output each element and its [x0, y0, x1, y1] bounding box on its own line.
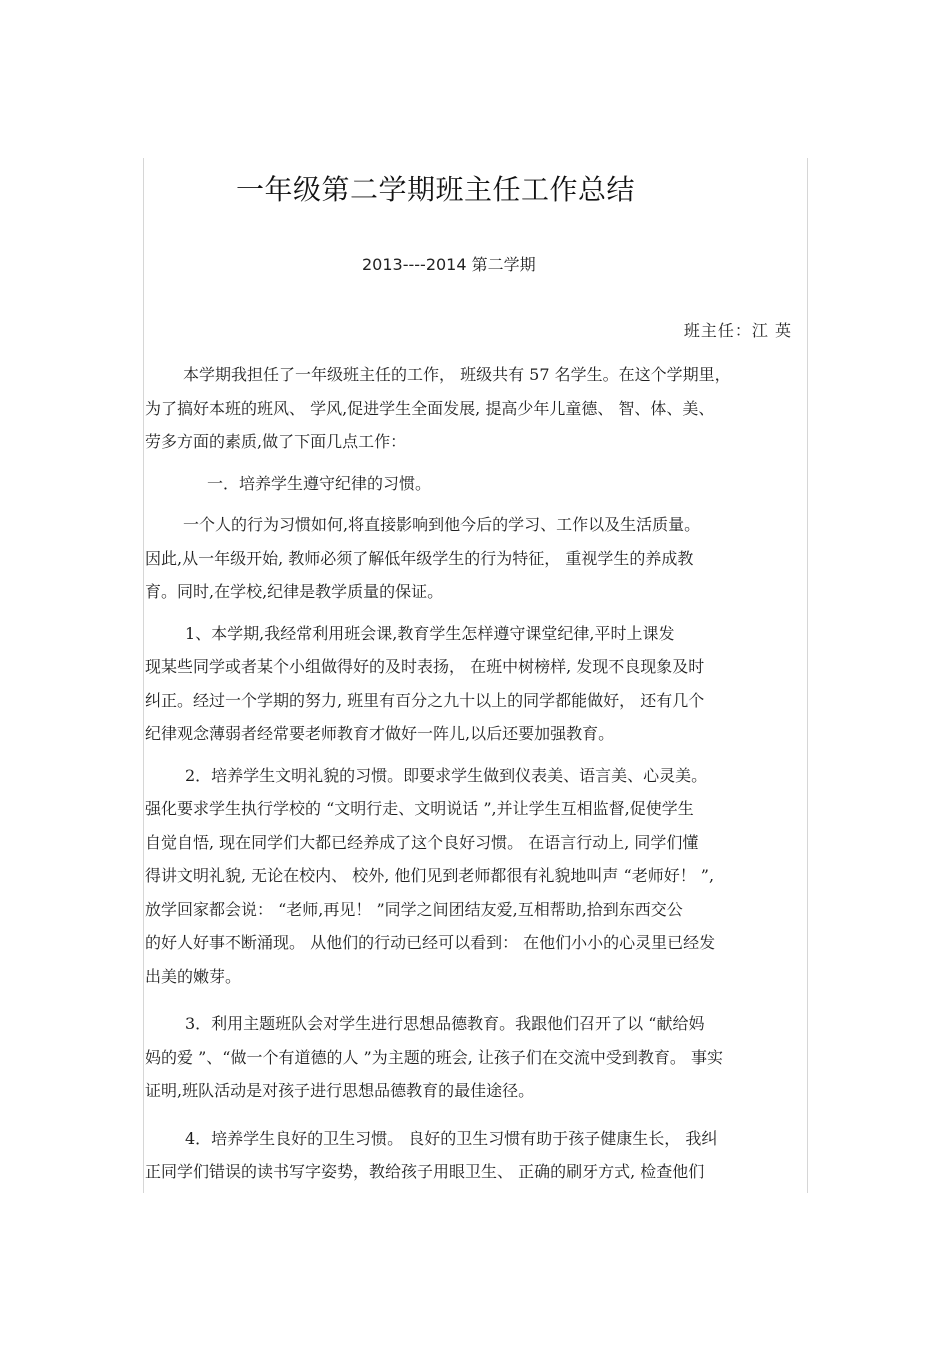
text-line: 正同学们错误的读书写字姿势，教给孩子用眼卫生、 正确的刷牙方式, 检查他们 [145, 1162, 705, 1181]
text-line: 4．培养学生良好的卫生习惯。 良好的卫生习惯有助于孩子健康生长， 我纠 [185, 1128, 718, 1148]
text-line: 育。同时,在学校,纪律是教学质量的保证。 [145, 582, 444, 601]
page-margin-line-left [143, 158, 144, 1193]
item2-paragraph [145, 759, 795, 994]
text-line: 3．利用主题班队会对学生进行思想品德教育。我跟他们召开了以 “献给妈 [185, 1014, 705, 1033]
text-line: 本学期我担任了一年级班主任的工作， 班级共有 57 名学生。在这个学期里， [183, 365, 731, 384]
text-line: 放学回家都会说： “老师,再见！ ”同学之间团结友爱,互相帮助,拾到东西交公 [145, 899, 683, 919]
page-margin-line-right [807, 158, 808, 1193]
text-line: 现某些同学或者某个小组做得好的及时表扬， 在班中树榜样, 发现不良现象及时 [145, 657, 705, 676]
text-line: 证明,班队活动是对孩子进行思想品德教育的最佳途径。 [145, 1081, 535, 1100]
text-line: 出美的嫩芽。 [145, 966, 242, 986]
teacher-name: 班主任：江 英 [683, 321, 792, 340]
text-line: 的好人好事不断涌现。 从他们的行动已经可以看到： 在他们小小的心灵里已经发 [145, 933, 716, 952]
text-line: 强化要求学生执行学校的 “文明行走、文明说话 ”,并让学生互相监督,促使学生 [145, 799, 694, 818]
text-line: 为了搞好本班的班风、 学风,促进学生全面发展, 提高少年儿童德、 智、体、美、 [145, 398, 715, 418]
text-line: 自觉自悟, 现在同学们大都已经养成了这个良好习惯。 在语言行动上, 同学们懂 [145, 832, 699, 852]
text-line: 一个人的行为习惯如何,将直接影响到他今后的学习、工作以及生活质量。 [183, 515, 701, 534]
item4-paragraph [145, 1122, 795, 1189]
text-line: 2．培养学生文明礼貌的习惯。即要求学生做到仪表美、语言美、心灵美。 [185, 765, 708, 785]
text-line: 得讲文明礼貌, 无论在校内、 校外, 他们见到老师都很有礼貌地叫声 “老师好！ ”, [145, 866, 715, 885]
text-line: 劳多方面的素质,做了下面几点工作： [145, 432, 407, 451]
text-line: 因此,从一年级开始, 教师必须了解低年级学生的行为特征， 重视学生的养成教 [145, 548, 694, 568]
text-line: 1、本学期,我经常利用班会课,教育学生怎样遵守课堂纪律,平时上课发 [185, 623, 675, 643]
item1-paragraph [145, 617, 795, 751]
document-body [145, 358, 795, 1189]
text-line: 纪律观念薄弱者经常要老师教育才做好一阵儿,以后还要加强教育。 [145, 724, 615, 743]
section-heading: 一．培养学生遵守纪律的习惯。 [207, 473, 432, 493]
document-title: 一年级第二学期班主任工作总结 [236, 173, 636, 206]
section1-paragraph [145, 508, 795, 609]
item3-paragraph [145, 1007, 795, 1108]
text-line: 妈的爱 ”、“做一个有道德的人 ”为主题的班会, 让孩子们在交流中受到教育。 事实 [145, 1047, 723, 1067]
document-subtitle: 2013----2014 第二学期 [362, 255, 536, 274]
intro-paragraph [145, 358, 795, 459]
text-line: 纠正。经过一个学期的努力, 班里有百分之九十以上的同学都能做好， 还有几个 [145, 690, 705, 710]
